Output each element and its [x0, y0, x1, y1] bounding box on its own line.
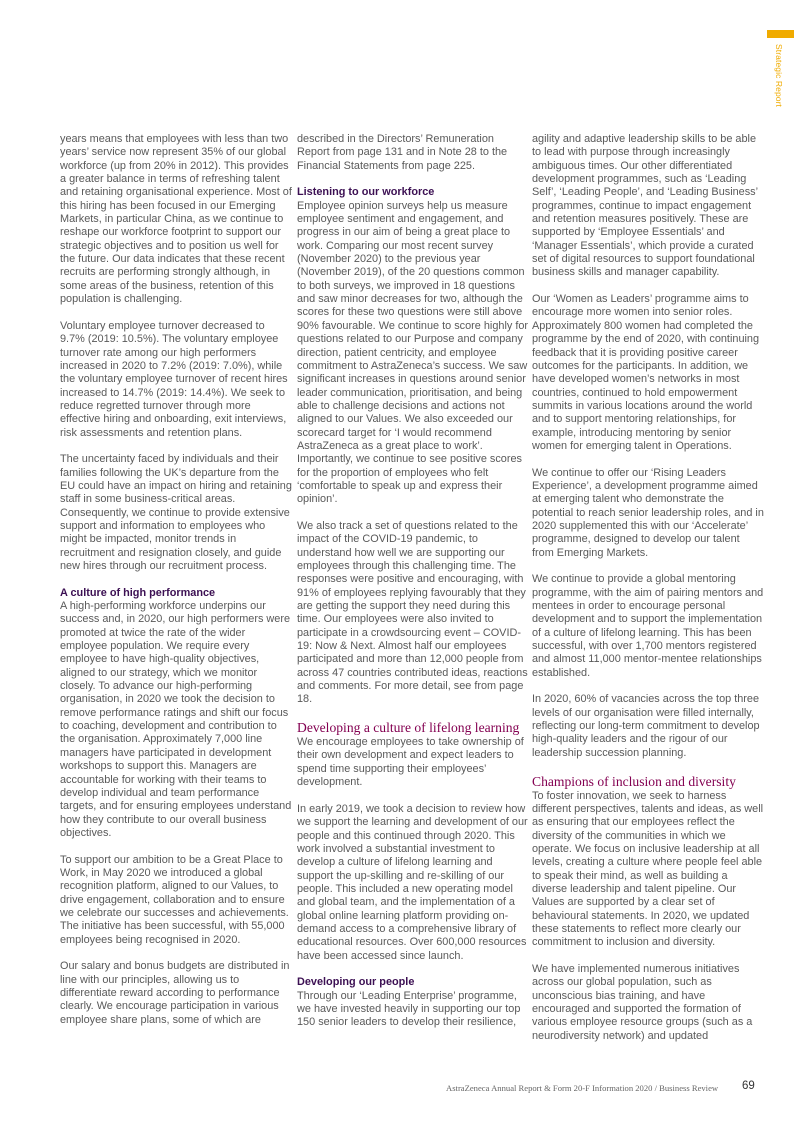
paragraph: In early 2019, we took a decision to review how we support the learning and development of our people and this continued through 2020. This work involved a substantial investment to develop a culture of lifelong learning and support the up-skilling and re-skilling of our people. This included a new operating model and global team, and the implementation of a global online learning platform providing on-demand access to a comprehensive library of educational resources. Over 600,000 resources have been accessed since launch. — [297, 802, 528, 962]
page-number: 69 — [742, 1080, 755, 1092]
paragraph: The uncertainty faced by individuals and their families following the UK’s departure from the EU could have an impact on hiring and retaining staff in some business-critical areas. Consequently, we continue to provide extensive support and information to employees who might be impacted, monitor trends in recruitment and resignation closely, and guide new hires through our recruitment process. — [60, 453, 292, 572]
column-3 — [532, 133, 764, 1056]
paragraph: Employee opinion surveys help us measure employee sentiment and engagement, and progress in our aim of being a great place to work. Comparing our most recent survey (November 2020) to the previous year (November 2019), of the 20 questions common to both surveys, we improved in 18 questions and saw minor decreases for two, although the scores for these two questions were still above 90% favourable. We continue to score highly for questions related to our Purpose and company direction, patient centricity, and employee commitment to AstraZeneca’s success. We saw significant increases in questions around senior leader communication, prioritisation, and being able to challenge decisions and actions not aligned to our Values. We also exceeded our scorecard target for ‘I would recommend AstraZeneca as a great place to work’. Importantly, we continue to see positive scores for the proportion of employees who felt ‘comfortable to speak up and express their opinion’. — [297, 199, 529, 506]
paragraph: To foster innovation, we seek to harness different perspectives, talents and ideas, as well as ensuring that our employees reflect the diversity of the communities in which we operate. We focus on inclusive leadership at all levels, creating a culture where people feel able to speak their mind, as well as building a diverse leadership and talent pipeline. Our Values are supported by a clear set of behavioural statements. In 2020, we updated these statements to reflect more clearly our commitment to inclusion and diversity. — [532, 789, 764, 949]
paragraph: We continue to offer our ‘Rising Leaders Experience’, a development programme aimed at emerging talent who demonstrate the potential to reach senior leadership roles, and in 2020 supplemented this with our ‘Accelerate’ programme, designed to develop our talent from Emerging Markets. — [532, 466, 764, 559]
paragraph: To support our ambition to be a Great Place to Work, in May 2020 we introduced a global recognition platform, aligned to our Values, to drive engagement, collaboration and to ensure we celebrate our successes and achievements. The initiative has been successful, with 55,000 employees being recognised in 2020. — [60, 853, 289, 946]
subheading-high-performance: A culture of high performance — [60, 586, 216, 599]
paragraph: A high-performing workforce underpins our success and, in 2020, our high performers were promoted at twice the rate of the wider employee population. We require every employee to have high-quality objectives, aligned to our strategy, which we monitor closely. To advance our high-performing organisation, in 2020 we took the decision to remove performance ratings and shift our focus to coaching, development and contribution to the organisation. Approximately 7,000 line managers have participated in development workshops to support this. Managers are accountable for working with their teams to develop individual and team performance targets, and for ensuring employees understand how they contribute to our overall business objectives. — [60, 600, 292, 839]
paragraph: We also track a set of questions related to the impact of the COVID-19 pandemic, to understand how well we are supporting our employees through this challenging time. The responses were positive and encouraging, with 91% of employees replying favourably that they are getting the support they need during this time. Our employees were also invited to participate in a crowdsourcing event – COVID-19: Now & Next. Almost half our employees participated and more than 12,000 people from across 47 countries contributed ideas, reactions and comments. For more detail, see from page 18. — [297, 519, 528, 706]
paragraph: Through our ‘Leading Enterprise’ programme, we have invested heavily in supporting our top 150 senior leaders to develop their resilience, — [297, 989, 521, 1029]
paragraph: Voluntary employee turnover decreased to 9.7% (2019: 10.5%). The voluntary employee turnover rate among our high performers increased in 2020 to 7.2% (2019: 7.0%), while the voluntary employee turnover of recent hires increased to 14.7% (2019: 14.4%). We seek to reduce regretted turnover through more effective hiring and onboarding, exit interviews, risk assessments and retention plans. — [60, 319, 288, 439]
paragraph: In 2020, 60% of vacancies across the top three levels of our organisation were filled internally, reflecting our long-term commitment to develop high-quality leaders and the rigour of our leadership succession planning. — [532, 693, 760, 759]
subheading-listening-workforce: Listening to our workforce — [297, 186, 435, 199]
paragraph: We have implemented numerous initiatives across our global population, such as unconscious bias training, and have encouraged and supported the formation of various employee resource groups (such as a neurodiversity network) and updated — [532, 962, 753, 1042]
heading-inclusion-diversity: Champions of inclusion and diversity — [532, 773, 736, 789]
section-tab-marker — [767, 30, 794, 38]
footer-publication-title: AstraZeneca Annual Report & Form 20-F Information 2020 / Business Review — [446, 1083, 719, 1093]
subheading-developing-people: Developing our people — [297, 976, 415, 989]
paragraph: agility and adaptive leadership skills to be able to lead with purpose through increasingly ambiguous times. Our other differentiated development programmes, such as ‘Leading Self’, ‘Leading People’, and ‘Leading Business’ programmes, continue to impact engagement and retention measures positively. These are supported by ‘Employee Essentials’ and ‘Manager Essentials’, which provide a curated set of digital resources to support foundational business skills and manager capability. — [532, 133, 758, 279]
paragraph: Our ‘Women as Leaders’ programme aims to encourage more women into senior roles. Approximately 800 women had completed the programme by the end of 2020, with continuing feedback that it is providing positive career outcomes for the participants. In addition, we have developed women’s networks in most countries, continued to hold empowerment summits in various locations around the world and to support mentoring relationships, for example, introducing mentoring by senior women for emerging talent in Operations. — [532, 293, 760, 452]
column-1 — [60, 133, 292, 1040]
paragraph: We encourage employees to take ownership of their own development and expect leaders to spend time supporting their employees’ development. — [297, 736, 524, 789]
paragraph: We continue to provide a global mentoring programme, with the aim of pairing mentors and mentees in order to encourage personal development and to support the implementation of a culture of lifelong learning. This has been successful, with over 1,700 mentors registered and almost 11,000 mentor-mentee relationships established. — [532, 573, 764, 679]
paragraph: years means that employees with less than two years’ service now represent 35% of our global workforce (up from 20% in 2012). This provides a greater balance in terms of refreshing talent and retaining organisational experience. Most of this hiring has been focused in our Emerging Markets, in particular China, as we continue to reshape our workforce footprint to support our strategic objectives and to position us well for the future. Our data indicates that these recent recruits are performing strongly although, in some areas of the business, retention of this population is challenging. — [60, 133, 292, 306]
paragraph: Our salary and bonus budgets are distributed in line with our principles, allowing us to differentiate reward according to performance clearly. We encourage participation in various employee share plans, some of which are — [60, 960, 290, 1026]
column-2 — [297, 133, 529, 1043]
heading-lifelong-learning: Developing a culture of lifelong learning — [297, 720, 520, 736]
section-side-label: Strategic Report — [774, 44, 784, 108]
paragraph: described in the Directors’ Remuneration Report from page 131 and in Note 28 to the Financial Statements from page 225. — [297, 133, 508, 172]
